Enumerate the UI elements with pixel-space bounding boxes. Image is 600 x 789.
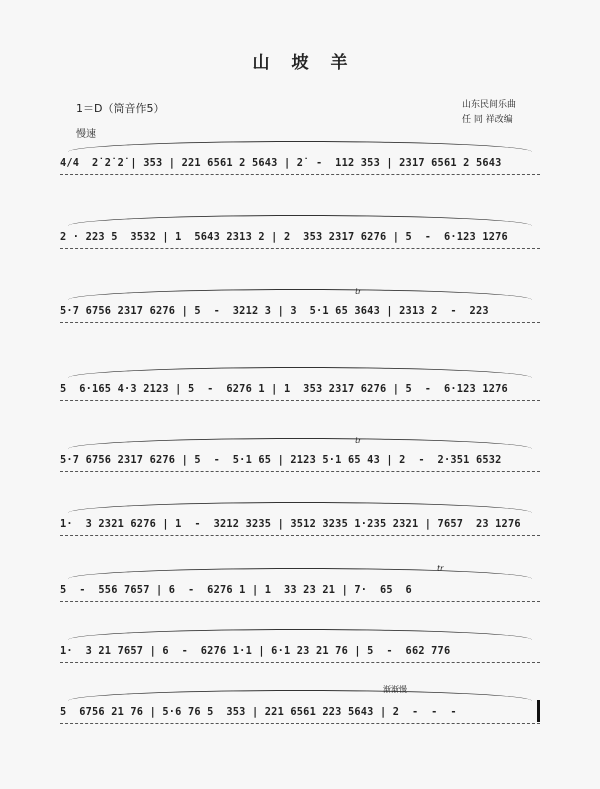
notation-line: 5 - 556 7657 | 6 - 6276 1 | 1 33 23 21 | 7· 65 6 [60, 584, 412, 596]
underline-beam [60, 661, 540, 663]
notation-system-7 [60, 575, 540, 605]
notation-line: 1· 3 2321 6276 | 1 - 3212 3235 | 3512 3235 1·235 2321 | 7657 23 1276 [60, 518, 521, 530]
credits [462, 98, 516, 128]
underline-beam [60, 247, 540, 249]
notation-line: 5·7 6756 2317 6276 | 5 - 5·1 65 | 2123 5·1 65 43 | 2 - 2·351 6532 [60, 454, 502, 466]
key-signature: 1＝D（筒音作5） [76, 102, 165, 115]
underline-beam [60, 321, 540, 323]
underline-beam [60, 534, 540, 536]
notation-system-4 [60, 374, 540, 404]
notation-system-1 [60, 148, 540, 178]
notation-line: 1· 3 21 7657 | 6 - 6276 1·1 | 6·1 23 21 76 | 5 - 662 776 [60, 645, 451, 657]
notation-system-8 [60, 636, 540, 666]
trill-mark: tr [355, 287, 362, 296]
notation-system-6 [60, 509, 540, 539]
notation-line: 5 6756 21 76 | 5·6 76 5 353 | 221 6561 223 5643 | 2 - - - [60, 706, 457, 718]
notation-system-2 [60, 222, 540, 252]
tempo-marking: 慢速 [76, 129, 96, 140]
trill-mark: tr [355, 436, 362, 445]
credit-arranger: 任 同 祥改编 [462, 115, 513, 125]
notation-line: 5 6·165 4·3 2123 | 5 - 6276 1 | 1 353 2317 6276 | 5 - 6·123 1276 [60, 383, 508, 395]
final-barline [537, 700, 540, 722]
underline-beam [60, 173, 540, 175]
underline-beam [60, 399, 540, 401]
notation-line: 2 · 223 5 3532 | 1 5643 2313 2 | 2 353 2317 6276 | 5 - 6·123 1276 [60, 231, 508, 243]
underline-beam [60, 470, 540, 472]
notation-line: 4/4 2̇ 2̇ 2̇ | 353 | 221 6561 2 5643 | 2̇ - 112 353 | 2317 6561 2 5643 [60, 157, 502, 169]
notation-line: 5·7 6756 2317 6276 | 5 - 3212 3 | 3 5·1 65 3643 | 2313 2 - 223 [60, 305, 489, 317]
notation-system-9 [60, 697, 540, 727]
trill-mark: tr [437, 564, 444, 573]
score-title: 山坡羊 [252, 53, 370, 73]
credit-origin: 山东民间乐曲 [462, 100, 517, 110]
underline-beam [60, 600, 540, 602]
underline-beam [60, 722, 540, 724]
notation-system-3 [60, 296, 540, 326]
notation-system-5 [60, 445, 540, 475]
ritardando-mark: 渐渐慢 [383, 685, 407, 694]
